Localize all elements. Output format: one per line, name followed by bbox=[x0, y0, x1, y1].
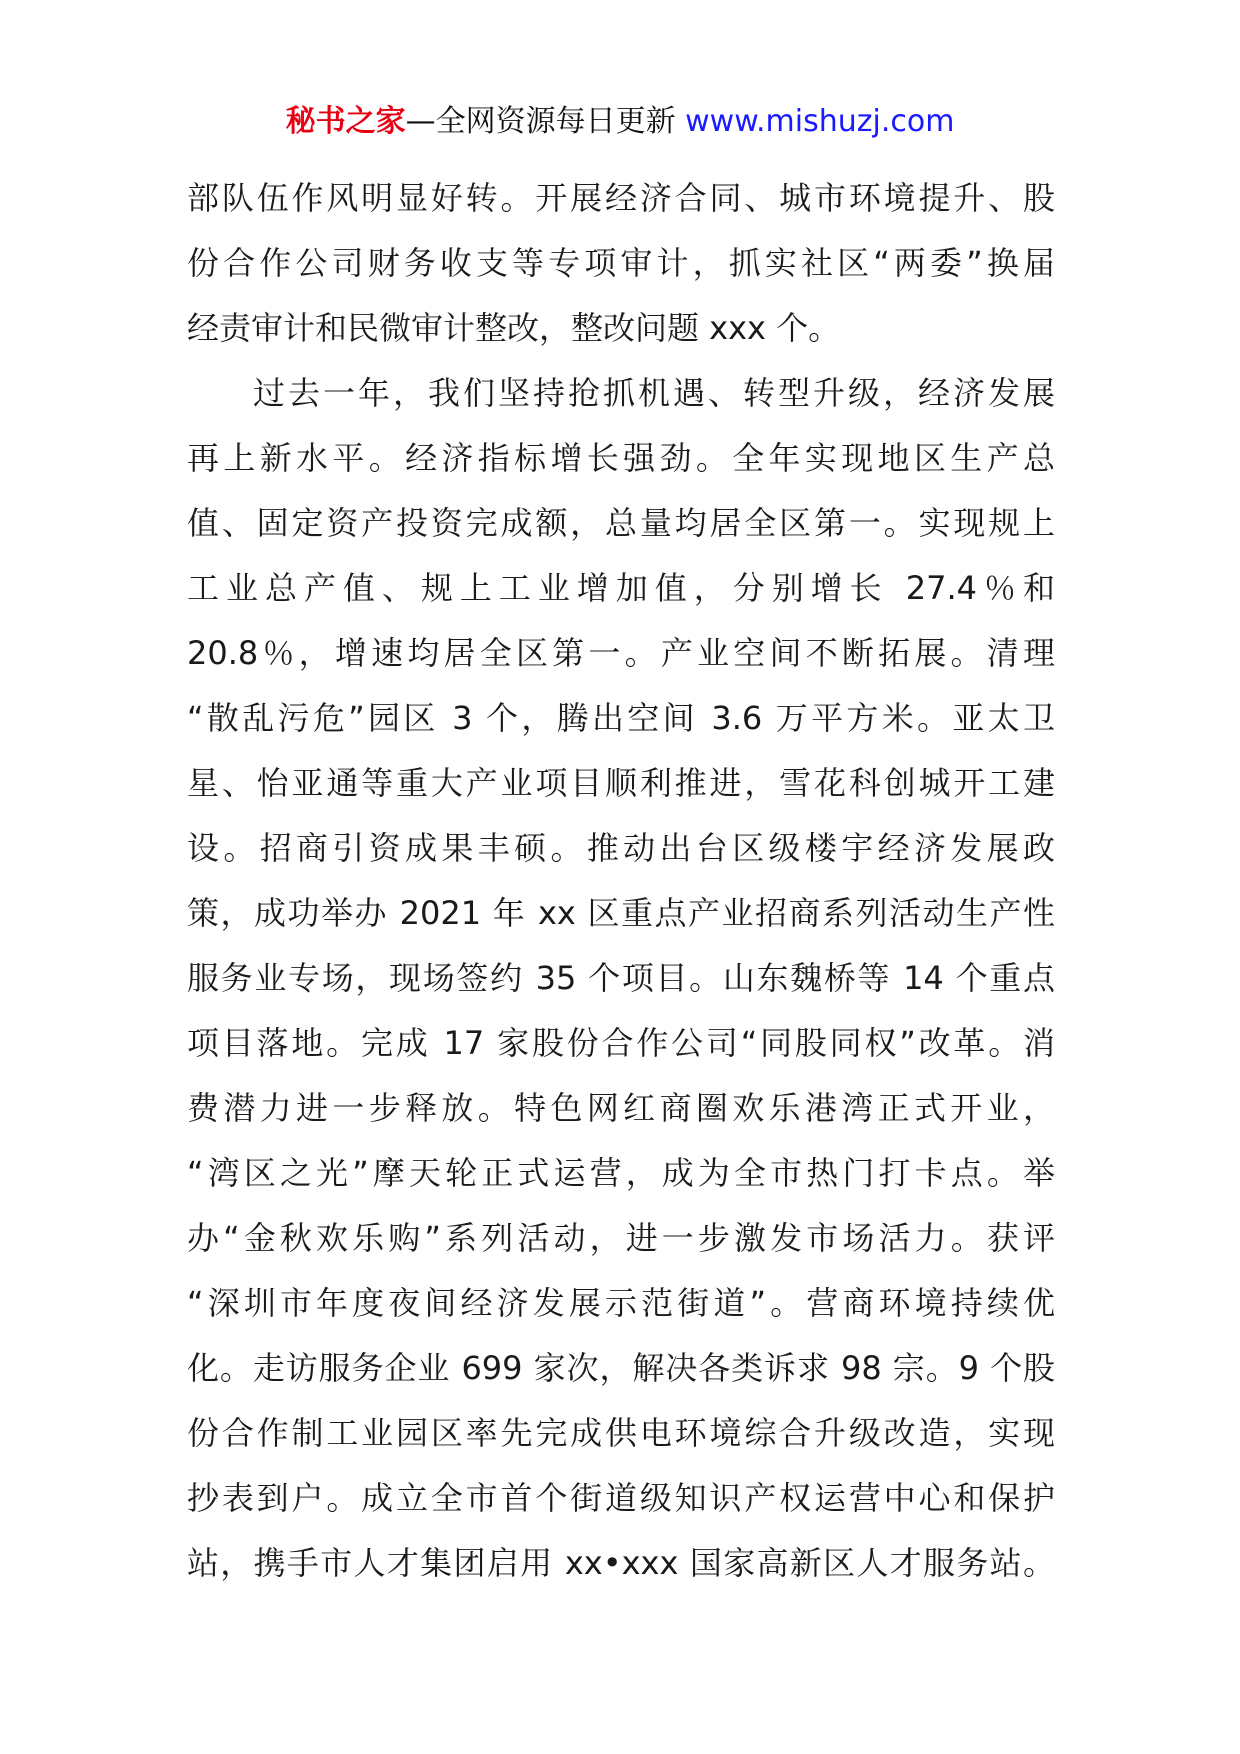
text-line: 经责审计和民微审计整改，整改问题 xxx 个。 bbox=[187, 309, 841, 347]
text-line: 服务业专场，现场签约 35 个项目。山东魏桥等 14 个重点 bbox=[187, 959, 1055, 997]
text-line: 再上新水平。经济指标增长强劲。全年实现地区生产总 bbox=[187, 439, 1055, 477]
text-line: 份合作公司财务收支等专项审计，抓实社区“两委”换届 bbox=[187, 244, 1055, 282]
text-line: 抄表到户。成立全市首个街道级知识产权运营中心和保护 bbox=[187, 1479, 1055, 1517]
header-url-link[interactable]: www.mishuzj.com bbox=[685, 104, 955, 139]
header-brand: 秘书之家 bbox=[285, 104, 406, 139]
text-line: “湾区之光”摩天轮正式运营，成为全市热门打卡点。举 bbox=[187, 1154, 1055, 1192]
text-line: 份合作制工业园区率先完成供电环境综合升级改造，实现 bbox=[187, 1414, 1055, 1452]
text-line: 星、怡亚通等重大产业项目顺利推进，雪花科创城开工建 bbox=[187, 764, 1055, 802]
text-line: 工业总产值、规上工业增加值，分别增长 27.4％和 bbox=[187, 569, 1055, 607]
text-line: 费潜力进一步释放。特色网红商圈欢乐港湾正式开业， bbox=[187, 1089, 1055, 1127]
text-line: 项目落地。完成 17 家股份合作公司“同股同权”改革。消 bbox=[187, 1024, 1055, 1062]
header-tagline: —全网资源每日更新 bbox=[405, 104, 676, 139]
text-line: 站，携手市人才集团启用 xx•xxx 国家高新区人才服务站。 bbox=[187, 1544, 1055, 1582]
text-line: 策，成功举办 2021 年 xx 区重点产业招商系列活动生产性 bbox=[187, 894, 1055, 932]
paragraph-first-line: 过去一年，我们坚持抢抓机遇、转型升级，经济发展 bbox=[253, 374, 1055, 412]
text-line: 20.8％，增速均居全区第一。产业空间不断拓展。清理 bbox=[187, 634, 1055, 672]
text-line: 办“金秋欢乐购”系列活动，进一步激发市场活力。获评 bbox=[187, 1219, 1055, 1257]
text-line: 部队伍作风明显好转。开展经济合同、城市环境提升、股 bbox=[187, 179, 1055, 217]
page-header bbox=[0, 100, 1240, 144]
document-body bbox=[187, 166, 1055, 1596]
text-line: 设。招商引资成果丰硕。推动出台区级楼宇经济发展政 bbox=[187, 829, 1055, 867]
text-line: “散乱污危”园区 3 个，腾出空间 3.6 万平方米。亚太卫 bbox=[187, 699, 1055, 737]
text-line: 化。走访服务企业 699 家次，解决各类诉求 98 宗。9 个股 bbox=[187, 1349, 1055, 1387]
text-line: “深圳市年度夜间经济发展示范街道”。营商环境持续优 bbox=[187, 1284, 1055, 1322]
text-line: 值、固定资产投资完成额，总量均居全区第一。实现规上 bbox=[187, 504, 1055, 542]
